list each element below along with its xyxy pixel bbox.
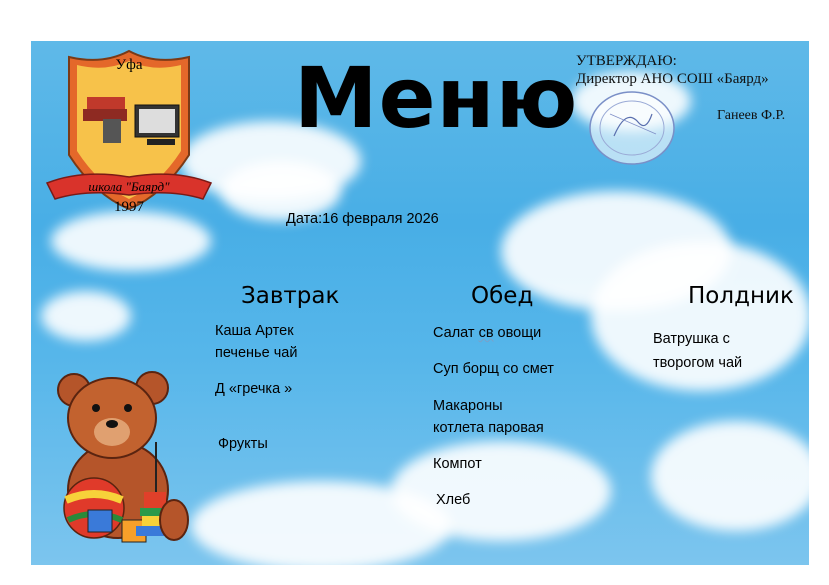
signer-name: Ганеев Ф.Р. [717, 108, 786, 123]
approval-block [576, 52, 769, 88]
cloud [191, 481, 451, 565]
snack-item: Ватрушка с [653, 331, 730, 347]
cloud [651, 421, 809, 531]
school-emblem [43, 45, 215, 215]
lunch-item: Суп борщ со смет [433, 361, 554, 377]
lunch-item: Компот [433, 456, 482, 472]
lunch-item-text: Салат [433, 325, 479, 341]
emblem-year: 1997 [114, 199, 144, 215]
breakfast-item: Фрукты [218, 436, 268, 452]
page-title: Меню [294, 49, 579, 147]
stamp-seal [586, 88, 678, 168]
lunch-item: котлета паровая [433, 420, 544, 436]
snack-item: творогом чай [653, 355, 743, 371]
lunch-heading: Обед [471, 283, 534, 309]
breakfast-heading: Завтрак [241, 283, 340, 309]
emblem-school: школа "Баярд" [88, 179, 170, 194]
lunch-item: Макароны [433, 398, 503, 414]
breakfast-item: Д «гречка » [215, 381, 293, 397]
cloud [51, 211, 211, 271]
breakfast-item: Каша Артек [215, 323, 294, 339]
snack-heading: Полдник [688, 283, 794, 309]
breakfast-item: печенье чай [215, 345, 298, 361]
teddy-bear-illustration [44, 370, 194, 548]
lunch-item-text: овощи [493, 325, 542, 341]
cloud [41, 291, 131, 341]
lunch-item: Хлеб [436, 492, 471, 508]
approval-line1: УТВЕРЖДАЮ: [576, 53, 677, 69]
menu-date: Дата:16 февраля 2026 [286, 211, 439, 227]
approval-line2: Директор АНО СОШ «Баярд» [576, 71, 769, 87]
lunch-item [433, 322, 541, 344]
emblem-city: Уфа [115, 57, 143, 73]
spellcheck-word: св [478, 325, 494, 341]
